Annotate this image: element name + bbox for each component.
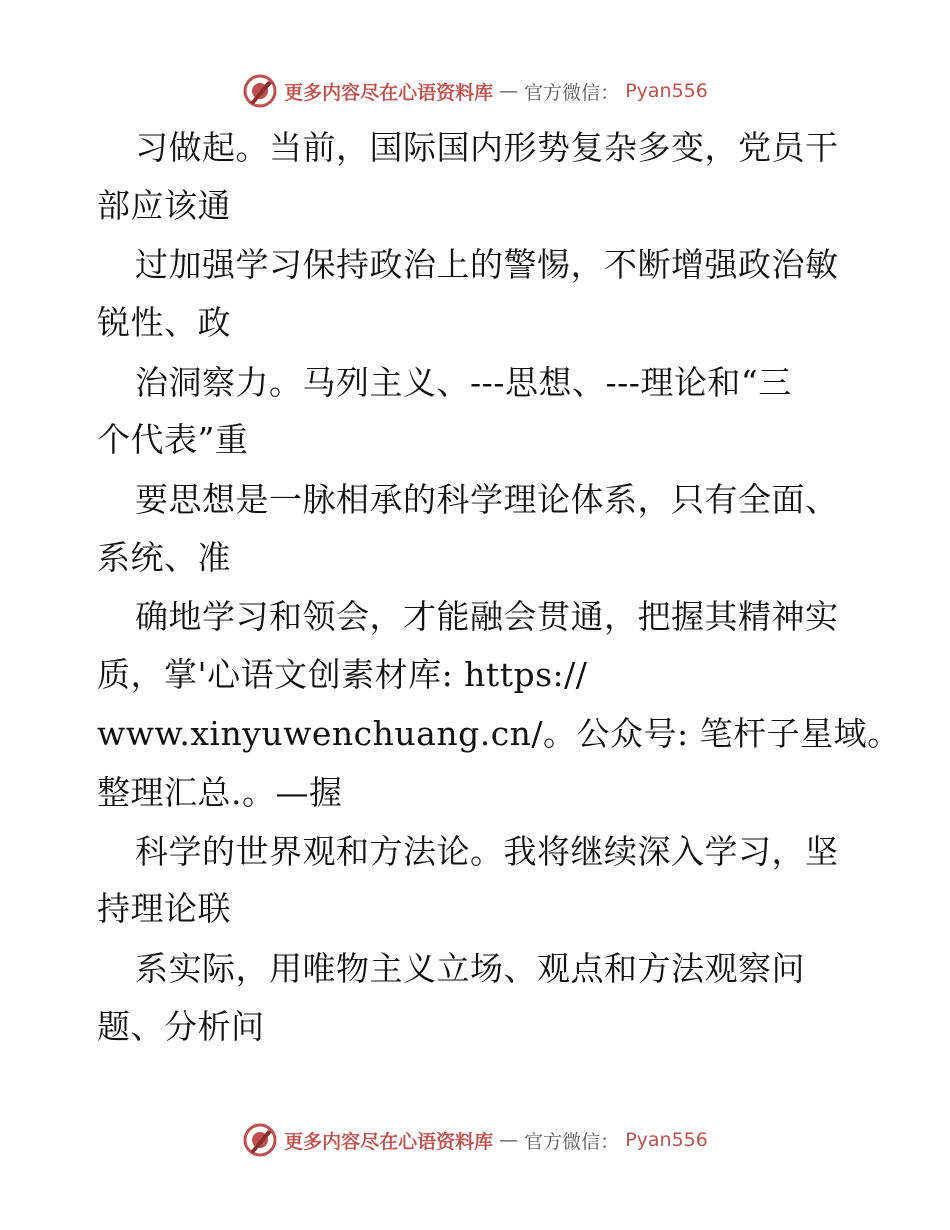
body-line: 锐性、政 <box>97 303 231 342</box>
body-line: 题、分析问 <box>97 1007 265 1046</box>
header-banner <box>0 71 950 111</box>
footer-separator: — <box>499 1129 519 1151</box>
header-wechat-id: Pyan556 <box>625 80 708 102</box>
body-line: 要思想是一脉相承的科学理论体系，只有全面、 <box>135 480 839 519</box>
header-separator: — <box>499 80 519 102</box>
footer-banner <box>0 1120 950 1160</box>
footer-brand-text: 更多内容尽在心语资料库 <box>284 1130 494 1153</box>
body-line: 确地学习和领会，才能融会贯通，把握其精神实 <box>135 597 839 636</box>
body-line: 习做起。当前，国际国内形势复杂多变，党员干 <box>135 128 839 167</box>
body-line: 持理论联 <box>97 889 231 928</box>
body-line: 治洞察力。马列主义、---思想、---理论和“三 <box>135 363 792 402</box>
footer-wechat-id: Pyan556 <box>625 1129 708 1151</box>
body-line: 过加强学习保持政治上的警惕，不断增强政治敏 <box>135 245 839 284</box>
body-line: 科学的世界观和方法论。我将继续深入学习，坚 <box>135 832 839 871</box>
footer-wechat-label: 官方微信： <box>524 1130 620 1153</box>
body-line: 系实际，用唯物主义立场、观点和方法观察问 <box>135 949 805 988</box>
body-line: 部应该通 <box>97 186 231 225</box>
body-line: 系统、准 <box>97 538 231 577</box>
body-line: 整理汇总.。—握 <box>97 773 343 812</box>
body-line: 质，掌'心语文创素材库: https:// <box>97 655 588 694</box>
quill-pen-logo-icon <box>242 1122 278 1158</box>
body-line: www.xinyuwenchuang.cn/。公众号: 笔杆子星域。 <box>97 714 901 753</box>
header-wechat-label: 官方微信： <box>524 81 620 104</box>
body-line: 个代表”重 <box>97 420 249 459</box>
quill-pen-logo-icon <box>242 73 278 109</box>
header-brand-text: 更多内容尽在心语资料库 <box>284 81 494 104</box>
